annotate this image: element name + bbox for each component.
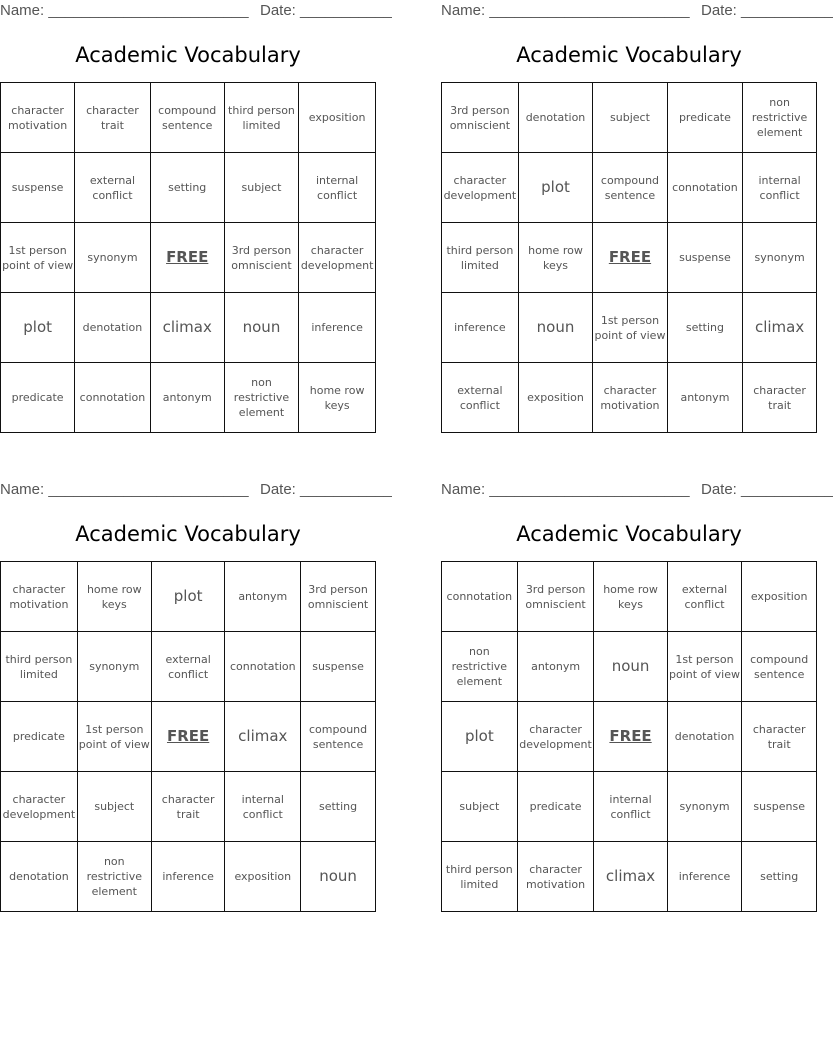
- vocab-cell: setting: [667, 293, 743, 363]
- bingo-card-1: [0, 0, 392, 434]
- vocab-cell: character motivation: [517, 842, 594, 912]
- grid-row: [1, 363, 376, 433]
- vocab-cell: character motivation: [593, 363, 667, 433]
- vocab-cell: climax: [743, 293, 817, 363]
- vocab-cell: antonym: [667, 363, 743, 433]
- vocab-cell: 3rd person omniscient: [301, 562, 376, 632]
- vocab-cell: character trait: [151, 772, 225, 842]
- vocab-cell: character motivation: [1, 83, 75, 153]
- grid-row: [1, 293, 376, 363]
- bingo-card-2: [441, 0, 833, 434]
- vocab-cell: noun: [224, 293, 298, 363]
- vocab-cell: inference: [667, 842, 742, 912]
- vocab-cell: internal conflict: [225, 772, 301, 842]
- bingo-grid: [0, 561, 376, 912]
- free-space: FREE: [151, 702, 225, 772]
- bingo-grid: [0, 82, 376, 433]
- grid-row: [1, 153, 376, 223]
- vocab-cell: connotation: [442, 562, 518, 632]
- vocab-cell: predicate: [1, 363, 75, 433]
- name-date-line: [441, 0, 833, 20]
- vocab-cell: third person limited: [442, 223, 519, 293]
- grid-row: [442, 153, 817, 223]
- vocab-cell: setting: [742, 842, 817, 912]
- vocab-cell: setting: [301, 772, 376, 842]
- grid-row: [442, 702, 817, 772]
- vocab-cell: denotation: [1, 842, 78, 912]
- vocab-cell: plot: [518, 153, 593, 223]
- vocab-cell: 1st person point of view: [667, 632, 742, 702]
- vocab-cell: third person limited: [1, 632, 78, 702]
- vocab-cell: third person limited: [224, 83, 298, 153]
- name-date-line: [441, 479, 833, 499]
- vocab-cell: denotation: [667, 702, 742, 772]
- card-title: Academic Vocabulary: [516, 43, 742, 67]
- vocab-cell: climax: [150, 293, 224, 363]
- vocab-cell: antonym: [150, 363, 224, 433]
- vocab-cell: internal conflict: [743, 153, 817, 223]
- vocab-cell: home row keys: [594, 562, 667, 632]
- vocab-cell: internal conflict: [594, 772, 667, 842]
- grid-row: [1, 632, 376, 702]
- name-date-line: [0, 0, 392, 20]
- vocab-cell: non restrictive element: [77, 842, 151, 912]
- vocab-cell: climax: [225, 702, 301, 772]
- vocab-cell: synonym: [77, 632, 151, 702]
- vocab-cell: external conflict: [75, 153, 150, 223]
- date-label: Date: ___________: [701, 2, 833, 19]
- vocab-cell: inference: [442, 293, 519, 363]
- vocab-cell: character trait: [742, 702, 817, 772]
- bingo-card-3: [0, 479, 392, 913]
- vocab-cell: non restrictive element: [442, 632, 518, 702]
- vocab-cell: character development: [1, 772, 78, 842]
- vocab-cell: plot: [442, 702, 518, 772]
- vocab-cell: synonym: [667, 772, 742, 842]
- date-label: Date: ___________: [260, 2, 392, 19]
- grid-row: [1, 83, 376, 153]
- name-label: Name: ________________________: [441, 2, 690, 19]
- grid-row: [1, 772, 376, 842]
- vocab-cell: 3rd person omniscient: [224, 223, 298, 293]
- vocab-cell: exposition: [742, 562, 817, 632]
- vocab-cell: connotation: [667, 153, 743, 223]
- vocab-cell: suspense: [742, 772, 817, 842]
- vocab-cell: 1st person point of view: [593, 293, 667, 363]
- name-label: Name: ________________________: [0, 2, 249, 19]
- grid-row: [1, 562, 376, 632]
- vocab-cell: exposition: [225, 842, 301, 912]
- vocab-cell: external conflict: [442, 363, 519, 433]
- vocab-cell: subject: [593, 83, 667, 153]
- vocab-cell: inference: [151, 842, 225, 912]
- vocab-cell: setting: [150, 153, 224, 223]
- grid-row: [442, 83, 817, 153]
- vocab-cell: suspense: [1, 153, 75, 223]
- vocab-cell: noun: [518, 293, 593, 363]
- vocab-cell: synonym: [743, 223, 817, 293]
- grid-row: [442, 772, 817, 842]
- grid-row: [442, 223, 817, 293]
- vocab-cell: antonym: [225, 562, 301, 632]
- name-date-line: [0, 479, 392, 499]
- free-space: FREE: [593, 223, 667, 293]
- vocab-cell: connotation: [75, 363, 150, 433]
- vocab-cell: home row keys: [77, 562, 151, 632]
- card-title: Academic Vocabulary: [75, 522, 301, 546]
- vocab-cell: character development: [517, 702, 594, 772]
- bingo-grid: [441, 561, 817, 912]
- free-space: FREE: [594, 702, 667, 772]
- vocab-cell: non restrictive element: [743, 83, 817, 153]
- card-title: Academic Vocabulary: [516, 522, 742, 546]
- vocab-cell: antonym: [517, 632, 594, 702]
- vocab-cell: plot: [151, 562, 225, 632]
- vocab-cell: character development: [442, 153, 519, 223]
- vocab-cell: synonym: [75, 223, 150, 293]
- date-label: Date: ___________: [701, 481, 833, 498]
- vocab-cell: third person limited: [442, 842, 518, 912]
- grid-row: [442, 842, 817, 912]
- vocab-cell: plot: [1, 293, 75, 363]
- vocab-cell: character motivation: [1, 562, 78, 632]
- vocab-cell: subject: [77, 772, 151, 842]
- vocab-cell: noun: [301, 842, 376, 912]
- grid-row: [442, 562, 817, 632]
- bingo-grid: [441, 82, 817, 433]
- date-label: Date: ___________: [260, 481, 392, 498]
- vocab-cell: non restrictive element: [224, 363, 298, 433]
- grid-row: [442, 632, 817, 702]
- vocab-cell: climax: [594, 842, 667, 912]
- vocab-cell: inference: [299, 293, 376, 363]
- name-label: Name: ________________________: [0, 481, 249, 498]
- grid-row: [442, 363, 817, 433]
- vocab-cell: character trait: [75, 83, 150, 153]
- grid-row: [442, 293, 817, 363]
- vocab-cell: connotation: [225, 632, 301, 702]
- grid-row: [1, 223, 376, 293]
- vocab-cell: predicate: [1, 702, 78, 772]
- vocab-cell: internal conflict: [299, 153, 376, 223]
- grid-row: [1, 702, 376, 772]
- vocab-cell: exposition: [299, 83, 376, 153]
- vocab-cell: exposition: [518, 363, 593, 433]
- vocab-cell: denotation: [518, 83, 593, 153]
- vocab-cell: 1st person point of view: [77, 702, 151, 772]
- vocab-cell: character trait: [743, 363, 817, 433]
- name-label: Name: ________________________: [441, 481, 690, 498]
- vocab-cell: compound sentence: [593, 153, 667, 223]
- vocab-cell: external conflict: [151, 632, 225, 702]
- vocab-cell: external conflict: [667, 562, 742, 632]
- vocab-cell: subject: [442, 772, 518, 842]
- vocab-cell: compound sentence: [742, 632, 817, 702]
- vocab-cell: suspense: [667, 223, 743, 293]
- card-title: Academic Vocabulary: [75, 43, 301, 67]
- vocab-cell: noun: [594, 632, 667, 702]
- vocab-cell: subject: [224, 153, 298, 223]
- vocab-cell: compound sentence: [301, 702, 376, 772]
- vocab-cell: compound sentence: [150, 83, 224, 153]
- grid-row: [1, 842, 376, 912]
- vocab-cell: character development: [299, 223, 376, 293]
- bingo-card-4: [441, 479, 833, 913]
- vocab-cell: 3rd person omniscient: [517, 562, 594, 632]
- vocab-cell: predicate: [667, 83, 743, 153]
- vocab-cell: 1st person point of view: [1, 223, 75, 293]
- vocab-cell: 3rd person omniscient: [442, 83, 519, 153]
- vocab-cell: suspense: [301, 632, 376, 702]
- vocab-cell: home row keys: [299, 363, 376, 433]
- free-space: FREE: [150, 223, 224, 293]
- vocab-cell: denotation: [75, 293, 150, 363]
- vocab-cell: predicate: [517, 772, 594, 842]
- vocab-cell: home row keys: [518, 223, 593, 293]
